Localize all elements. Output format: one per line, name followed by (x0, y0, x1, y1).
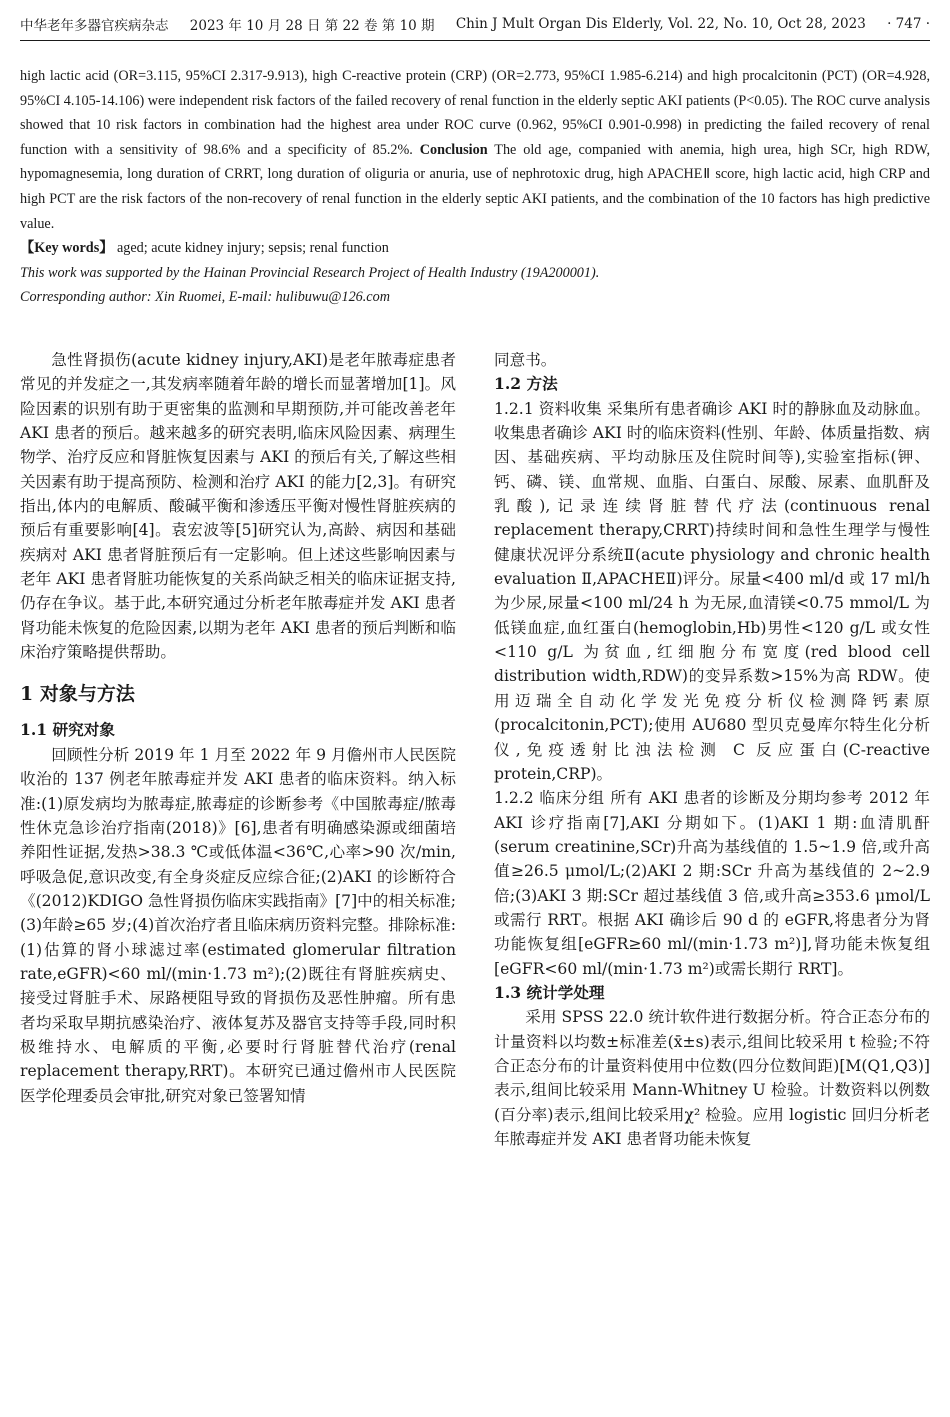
section-1-1-heading: 1.1 研究对象 (20, 720, 115, 740)
section-1-2-2-paragraph: 1.2.2 临床分组 所有 AKI 患者的诊断及分期均参考 2012 年 AKI 诊疗指南[7],AKI 分期如下。(1)AKI 1 期:血清肌酐(serum creatinine,SCr)升高为基线值的 1.5~1.9 倍,或升高值≥26.5 μmol/L;(2)AKI 2 期:SCr 升高为基线值的 2~2.9 倍;(3)AKI 3 期:SCr 超过基线值 3 倍,或升高≥353.6 μmol/L 或需行 RRT。根据 AKI 确诊后 90 d 的 eGFR,将患者分为肾功能恢复组[eGFR≥60 ml/(min·1.73 m²)],肾功能未恢复组[eGFR<60 ml/(min·1.73 m²)或需长期行 RRT]。 (494, 789, 930, 978)
left-column (20, 348, 456, 1417)
intro-paragraph: 急性肾损伤(acute kidney injury,AKI)是老年脓毒症患者常见的并发症之一,其发病率随着年龄的增长而显著增加[1]。风险因素的识别有助于更密集的监测和早期预防,并可能改善老年 AKI 患者的预后。越来越多的研究表明,临床风险因素、病理生物学、治疗反应和肾脏恢复因素与 AKI 的预后有关,了解这些相关因素有助于提高预防、检测和治疗 AKI 的能力[2,3]。有研究指出,体内的电解质、酸碱平衡和渗透压平衡对慢性肾脏疾病的预后有重要影响[4]。袁宏波等[5]研究认为,高龄、病因和基础疾病对 AKI 患者肾脏预后有一定影响。但上述这些影响因素与老年 AKI 患者肾脏功能恢复的关系尚缺乏相关的临床证据支持,仍存在争议。基于此,本研究通过分析老年脓毒症并发 AKI 患者肾功能未恢复的危险因素,以期为老年 AKI 患者的预后判断和临床治疗策略提供帮助。 (20, 351, 456, 662)
keywords-text: aged; acute kidney injury; sepsis; renal function (116, 240, 389, 257)
abstract-block (20, 64, 930, 310)
section-1-1-paragraph: 回顾性分析 2019 年 1 月至 2022 年 9 月儋州市人民医院收治的 137 例老年脓毒症并发 AKI 患者的临床资料。纳入标准:(1)原发病均为脓毒症,脓毒症的诊断参考《中国脓毒症/脓毒性休克急诊治疗指南(2018)》[6],患者有明确感染源或细菌培养阳性证据,发热>38.3 ℃或低体温<36℃,心率>90 次/min,呼吸急促,意识改变,有全身炎症反应综合征;(2)AKI 的诊断符合《(2012)KDIGO 急性肾损伤临床实践指南》[7]中的相关标准;(3)年龄≥65 岁;(4)首次治疗者且临床病历资料完整。排除标准:(1)估算的肾小球滤过率(estimated glomerular filtration rate,eGFR)<60 ml/(min·1.73 m²);(2)既往有肾脏疾病史、接受过肾脏手术、尿路梗阻导致的肾损伤及恶性肿瘤。所有患者均采取早期抗感染治疗、液体复苏及器官支持等手段,同时积极维持水、电解质的平衡,必要时行肾脏替代治疗(renal replacement therapy,RRT)。本研究已通过儋州市人民医院医学伦理委员会审批,研究对象已签署知情 (20, 745, 456, 1105)
section-1-2-heading: 1.2 方法 (494, 374, 558, 394)
section-1-2-1-paragraph: 1.2.1 资料收集 采集所有患者确诊 AKI 时的静脉血及动脉血。收集患者确诊 AKI 时的临床资料(性别、年龄、体质量指数、病因、基础疾病、平均动脉压及住院时间等),实验室指标(钾、钙、磷、镁、血常规、血脂、白蛋白、尿酸、尿素、血肌酐及乳酸),记录连续肾脏替代疗法(continuous renal replacement therapy,CRRT)持续时间和急性生理学与慢性健康状况评分系统Ⅱ(acute physiology and chronic health evaluation Ⅱ,APACHEⅡ)评分。尿量<400 ml/d 或 17 ml/h 为少尿,尿量<100 ml/24 h 为无尿,血清镁<0.75 mmol/L 为低镁血症,血红蛋白(hemoglobin,Hb)男性<120 g/L 或女性<110 g/L 为贫血,红细胞分布宽度(red blood cell distribution width,RDW)的变异系数>15%为高 RDW。使用迈瑞全自动化学发光免疫分析仪检测降钙素原(procalcitonin,PCT);使用 AU680 型贝克曼库尔特生化分析仪,免疫透射比浊法检测 C 反应蛋白(C-reactive protein,CRP)。 (494, 399, 930, 783)
right-column (494, 348, 930, 1417)
section-1-3-paragraph: 采用 SPSS 22.0 统计软件进行数据分析。符合正态分布的计量资料以均数±标准差(x̄±s)表示,组间比较采用 t 检验;不符合正态分布的计量资料使用中位数(四分位数间距)[M(Q1,Q3)]表示,组间比较采用 Mann-Whitney U 检验。计数资料以例数(百分率)表示,组间比较采用χ² 检验。应用 logistic 回归分析老年脓毒症并发 AKI 患者肾功能未恢复 (494, 1008, 930, 1148)
issue-info-cn: 2023 年 10 月 28 日 第 22 卷 第 10 期 (189, 18, 435, 34)
conclusion-text: The old age, companied with anemia, high urea, high SCr, high RDW, hypomagnesemia, long duration of CRRT, long duration of oliguria or anuria, use of nephrotoxic drug, high APACHEⅡ score, high lactic acid, high CRP and high PCT are the risk factors of the non-recovery of renal function in the elderly septic AKI patients, and the combination of the 10 factors has high predictive value. (20, 141, 930, 232)
header-rule (20, 40, 930, 41)
abstract-results-text: high lactic acid (OR=3.115, 95%CI 2.317-9.913), high C-reactive protein (CRP) (OR=2.773, 95%CI 1.985-6.214) and high procalcitonin (PCT) (OR=4.928, 95%CI 4.105-14.106) were independent risk factors of the failed recovery of renal function in the elderly septic AKI patients (P<0.05). The ROC curve analysis showed that 10 risk factors in combination had the highest area under ROC curve (0.962, 95%CI 0.901-0.998) in predicting the failed recovery of renal function with a sensitivity of 98.6% and a specificity of 85.2%. (20, 68, 930, 158)
journal-name: 中华老年多器官疾病杂志 (20, 18, 169, 34)
page-number: · 747 · (887, 16, 930, 32)
continued-text: 同意书。 (494, 351, 557, 369)
section-1-heading: 1 对象与方法 (20, 683, 135, 706)
running-header (20, 12, 930, 36)
conclusion-label: Conclusion (419, 141, 488, 158)
issue-info-en: Chin J Mult Organ Dis Elderly, Vol. 22, No. 10, Oct 28, 2023 (455, 16, 866, 32)
funding-note: This work was supported by the Hainan Provincial Research Project of Health Industry (19A200001). (20, 264, 600, 281)
keywords-line (20, 236, 930, 261)
abstract-results (20, 64, 930, 236)
keywords-label: 【Key words】 (20, 240, 114, 257)
section-1-3-heading: 1.3 统计学处理 (494, 982, 605, 1002)
corresponding-author: Corresponding author: Xin Ruomei, E-mail: hulibuwu@126.com (20, 289, 390, 306)
